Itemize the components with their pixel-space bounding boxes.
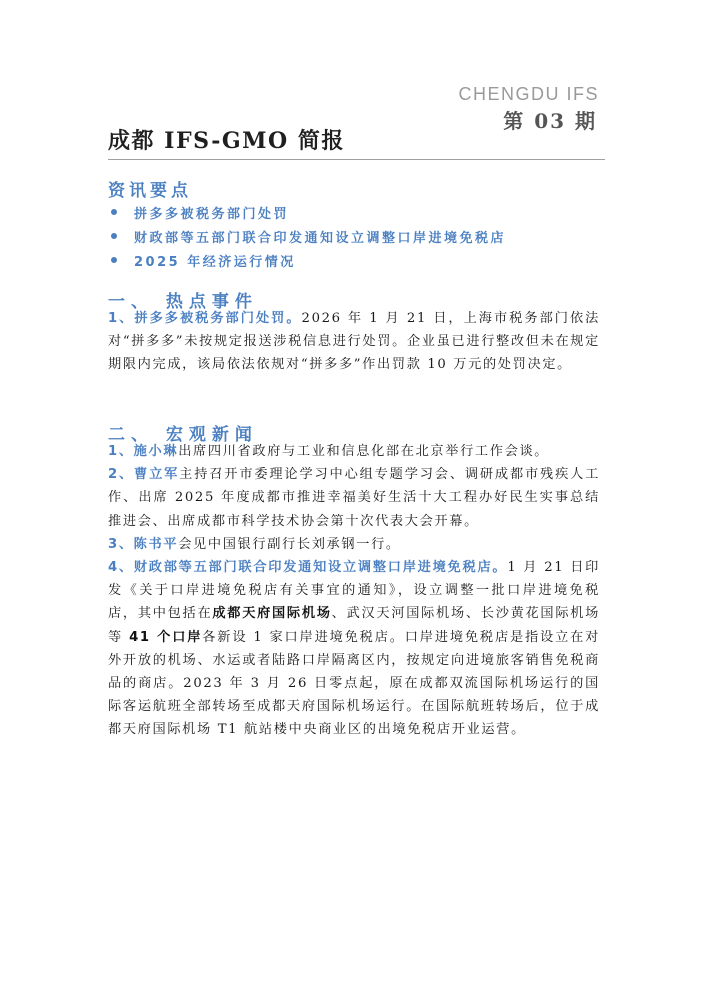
macro-news-item: [108, 533, 600, 556]
highlights-heading: 资讯要点: [108, 181, 192, 201]
highlight-item: [108, 200, 608, 224]
macro-news-item: [108, 556, 600, 742]
highlight-item-text: 拼多多被税务部门处罚: [134, 206, 290, 222]
brand-wordmark: CHENGDU IFS: [458, 84, 599, 104]
highlight-item-text: 财政部等五部门联合印发通知设立调整口岸进境免税店: [134, 230, 507, 246]
macro-news-item: [108, 440, 600, 463]
hot-event-lead: 1、拼多多被税务部门处罚。: [108, 311, 302, 326]
highlights-list: [108, 200, 608, 272]
hot-events-heading: 一、 热点事件: [108, 292, 258, 312]
highlight-item-text: 2025 年经济运行情况: [134, 254, 296, 270]
highlight-item: [108, 224, 608, 248]
hot-event-text: 2026 年 1 月 21 日，上海市税务部门依法对“拼多多”未按规定报送涉税信息进行处罚。企业虽已进行整改但未在规定期限内完成，该局依法依规对“拼多多”作出罚款 10 万元的处罚决定。: [108, 311, 600, 373]
title-divider: [108, 159, 605, 160]
bullet-dot-icon: [111, 209, 117, 215]
macro-news-list: [108, 440, 600, 742]
highlight-item: [108, 248, 608, 272]
bullet-dot-icon: [111, 233, 117, 239]
macro-news-lead: 1、施小琳: [108, 444, 179, 459]
hot-event-item: [108, 307, 600, 377]
macro-news-item: [108, 463, 600, 533]
page-title: 成都 IFS-GMO 简报: [108, 128, 345, 154]
macro-news-bold: 成都天府国际机场: [212, 606, 332, 622]
macro-news-text: 会见中国银行副行长刘承钢一行。: [178, 536, 401, 552]
macro-news-text: 1 月 21 日印发《关于口岸进境免税店有关事宜的通知》，设立调整一批口岸进境免税店，其中包括在: [108, 560, 600, 622]
bullet-dot-icon: [111, 257, 117, 263]
macro-news-lead: 2、曹立军: [108, 467, 180, 483]
issue-number: 第 03 期: [503, 109, 597, 133]
macro-news-bold: 41 个口岸: [129, 629, 203, 645]
macro-news-text: 、武汉天河国际机场、长沙黄花国际机场等: [108, 606, 600, 645]
macro-news-text: 各新设 1 家口岸进境免税店。口岸进境免税店是指设立在对外开放的机场、水运或者陆路口岸隔离区内，按规定向进境旅客销售免税商品的商店。2023 年 3 月 26 日零点起，原在成都双流国际机场运行的国际客运航班全部转场至成都天府国际机场运行。在国际航班转场后，位于成都天府国际机场 T1 航站楼中央商业区的出境免税店开业运营。: [108, 629, 600, 738]
macro-news-lead: 4、财政部等五部门联合印发通知设立调整口岸进境免税店。: [108, 560, 508, 576]
macro-news-lead: 3、陈书平: [108, 536, 179, 552]
macro-news-heading: 二、 宏观新闻: [108, 425, 258, 445]
macro-news-text: 主持召开市委理论学习中心组专题学习会、调研成都市残疾人工作、出席 2025 年度成都市推进幸福美好生活十大工程办好民生实事总结推进会、出席成都市科学技术协会第十次代表大会开幕。: [108, 467, 600, 529]
macro-news-text: 出席四川省政府与工业和信息化部在北京举行工作会谈。: [178, 444, 550, 459]
